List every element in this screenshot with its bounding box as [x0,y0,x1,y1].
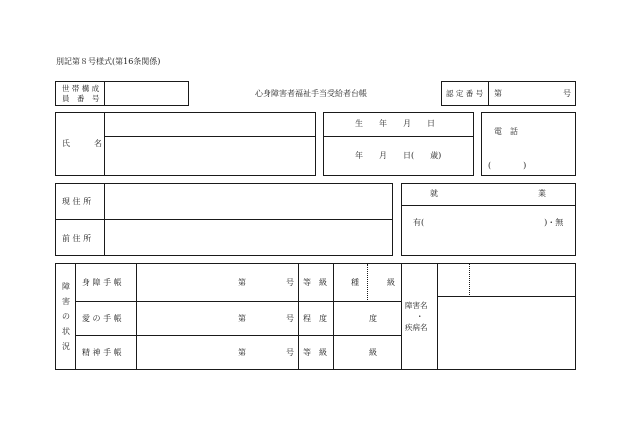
mental-grade-unit: 級 [369,348,377,357]
age-line: 年 月 日( 歳) [355,151,442,160]
household-label-line2: 員 番 号 [62,94,100,103]
former-address-label: 前 住 所 [62,234,92,243]
physical-number-field[interactable] [250,266,284,298]
love-booklet-label: 愛 の 手 帳 [82,314,122,323]
diagnosis-label-2: ・ [416,312,424,321]
cert-label: 認 定 番 号 [446,89,484,98]
love-num-suffix: 号 [286,314,294,323]
vertical-char: 状 [62,327,70,336]
vertical-char: の [62,312,70,321]
mental-grade-label: 等 級 [303,348,327,357]
form-title: 心身障害者福祉手当受給者台帳 [255,89,367,98]
love-degree-label: 程 度 [303,314,327,323]
disability-label-divider [75,263,76,370]
employment-divider [401,205,576,206]
row-divider-1 [75,301,401,302]
phone-label: 電 話 [494,127,518,136]
physical-booklet-label: 身 障 手 帳 [82,278,122,287]
household-number-field[interactable] [105,82,188,105]
number-divider [298,263,299,370]
vertical-char: 害 [62,297,70,306]
diagnosis-label-1: 障害名 [405,301,428,310]
type-dotted-divider [367,264,368,300]
grade-divider [333,263,334,370]
cert-prefix: 第 [494,89,502,98]
diagnosis-dotted-divider [469,264,470,295]
employment-value: 有( )・無 [413,218,564,227]
vertical-char: 障 [62,282,70,291]
love-degree-unit: 度 [369,314,377,323]
name-field[interactable] [105,137,315,175]
physical-num-prefix: 第 [238,278,246,287]
vertical-char: 況 [62,342,70,351]
current-address-label: 現 住 所 [62,197,92,206]
employment-label-2: 業 [538,189,546,198]
mental-number-field[interactable] [250,338,284,367]
cert-suffix: 号 [563,89,571,98]
row-divider-2 [75,335,401,336]
physical-grade-unit: 級 [387,278,395,287]
household-label-line1: 世 帯 構 成 [62,84,100,93]
phone-field[interactable] [486,140,571,172]
certification-number-field[interactable] [505,83,559,104]
cert-divider [488,81,489,106]
physical-grade-label: 等 級 [303,278,327,287]
love-number-field[interactable] [250,304,284,333]
former-address-field[interactable] [105,220,392,255]
mental-num-suffix: 号 [286,348,294,357]
birth-divider [323,136,474,137]
love-num-prefix: 第 [238,314,246,323]
form-caption: 別記第８号様式(第16条関係) [56,57,161,66]
mental-num-prefix: 第 [238,348,246,357]
mental-booklet-label: 精 神 手 帳 [82,348,122,357]
employment-label-1: 就 [430,189,438,198]
employment-detail-field[interactable] [430,214,540,230]
booklet-label-divider [136,263,137,370]
physical-type-label: 種 [351,278,359,287]
name-label: 氏 名 [62,139,102,148]
diagnosis-label-3: 疾病名 [405,323,428,332]
birth-date-label: 生 年 月 日 [355,119,435,128]
name-furigana-field[interactable] [105,113,315,135]
phone-parens: ( ) [488,161,527,170]
detail-divider [401,263,402,370]
diagnosis-field[interactable] [438,297,575,369]
current-address-field[interactable] [105,184,392,218]
physical-num-suffix: 号 [286,278,294,287]
disability-vertical-label [59,279,73,354]
